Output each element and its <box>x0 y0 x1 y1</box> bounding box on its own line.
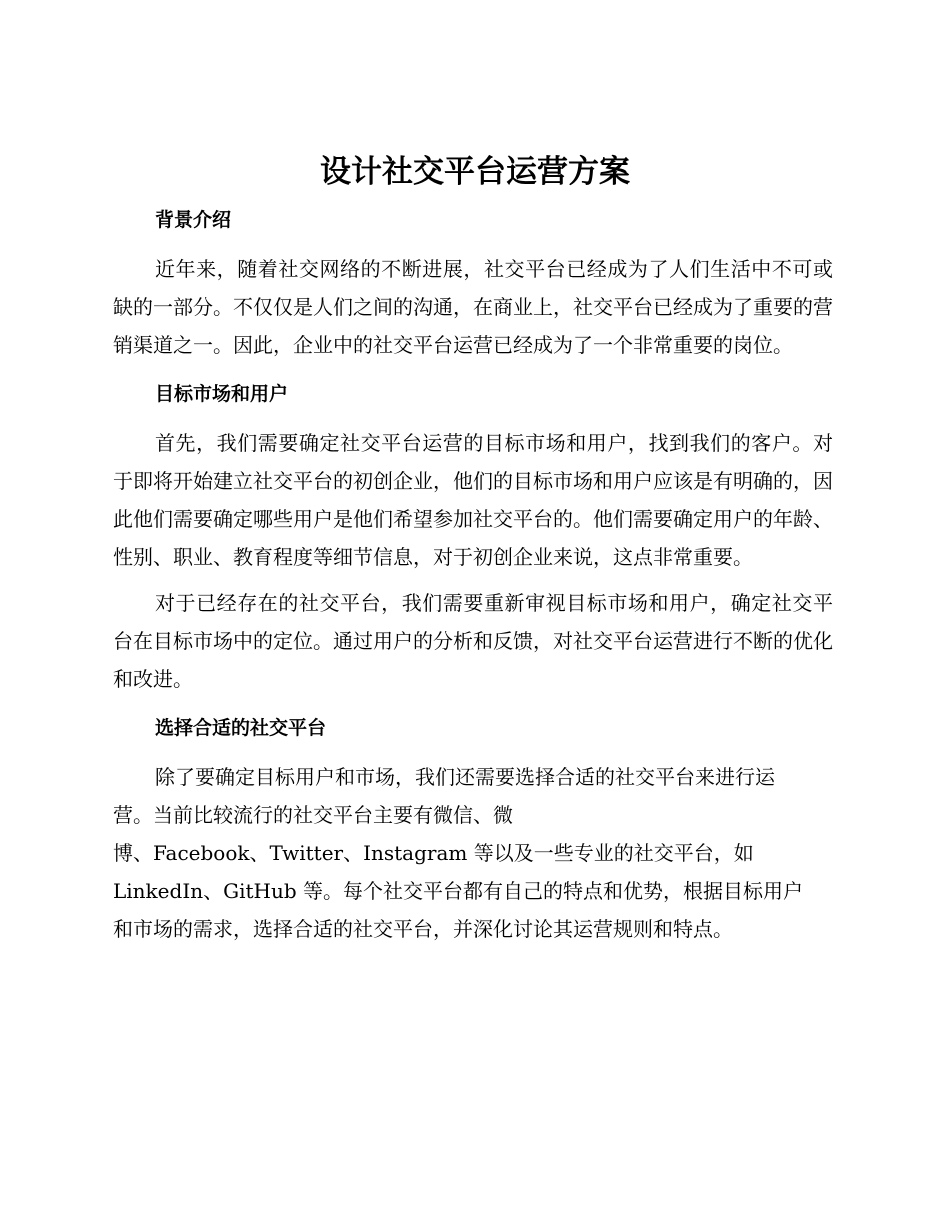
text-line: 和市场的需求，选择合适的社交平台，并深化讨论其运营规则和特点。 <box>113 917 733 941</box>
section-heading-target-market: 目标市场和用户 <box>155 383 289 405</box>
text-line: 博、Facebook、Twitter、Instagram 等以及一些专业的社交平台，如 <box>113 841 754 865</box>
document-body <box>113 198 833 956</box>
section-heading-background: 背景介绍 <box>155 209 232 231</box>
text-line: LinkedIn、GitHub 等。每个社交平台都有自己的特点和优势，根据目标用户 <box>113 879 803 903</box>
text-line: 营。当前比较流行的社交平台主要有微信、微 <box>113 803 513 827</box>
page-title: 设计社交平台运营方案 <box>320 154 630 190</box>
paragraph-choose-platform <box>113 758 833 948</box>
paragraph-target-market-2: 对于已经存在的社交平台，我们需要重新审视目标市场和用户，确定社交平台在目标市场中的定位。通过用户的分析和反馈，对社交平台运营进行不断的优化和改进。 <box>113 591 833 691</box>
section-heading-choose-platform: 选择合适的社交平台 <box>155 717 327 739</box>
text-line: 除了要确定目标用户和市场，我们还需要选择合适的社交平台来进行运 <box>155 765 775 789</box>
paragraph-background: 近年来，随着社交网络的不断进展，社交平台已经成为了人们生活中不可或缺的一部分。不仅仅是人们之间的沟通，在商业上，社交平台已经成为了重要的营销渠道之一。因此，企业中的社交平台运营已经成为了一个非常重要的岗位。 <box>113 257 833 357</box>
paragraph-target-market-1: 首先，我们需要确定社交平台运营的目标市场和用户，找到我们的客户。对于即将开始建立社交平台的初创企业，他们的目标市场和用户应该是有明确的，因此他们需要确定哪些用户是他们希望参加社交平台的。他们需要确定用户的年龄、性别、职业、教育程度等细节信息，对于初创企业来说，这点非常重要。 <box>113 431 833 569</box>
